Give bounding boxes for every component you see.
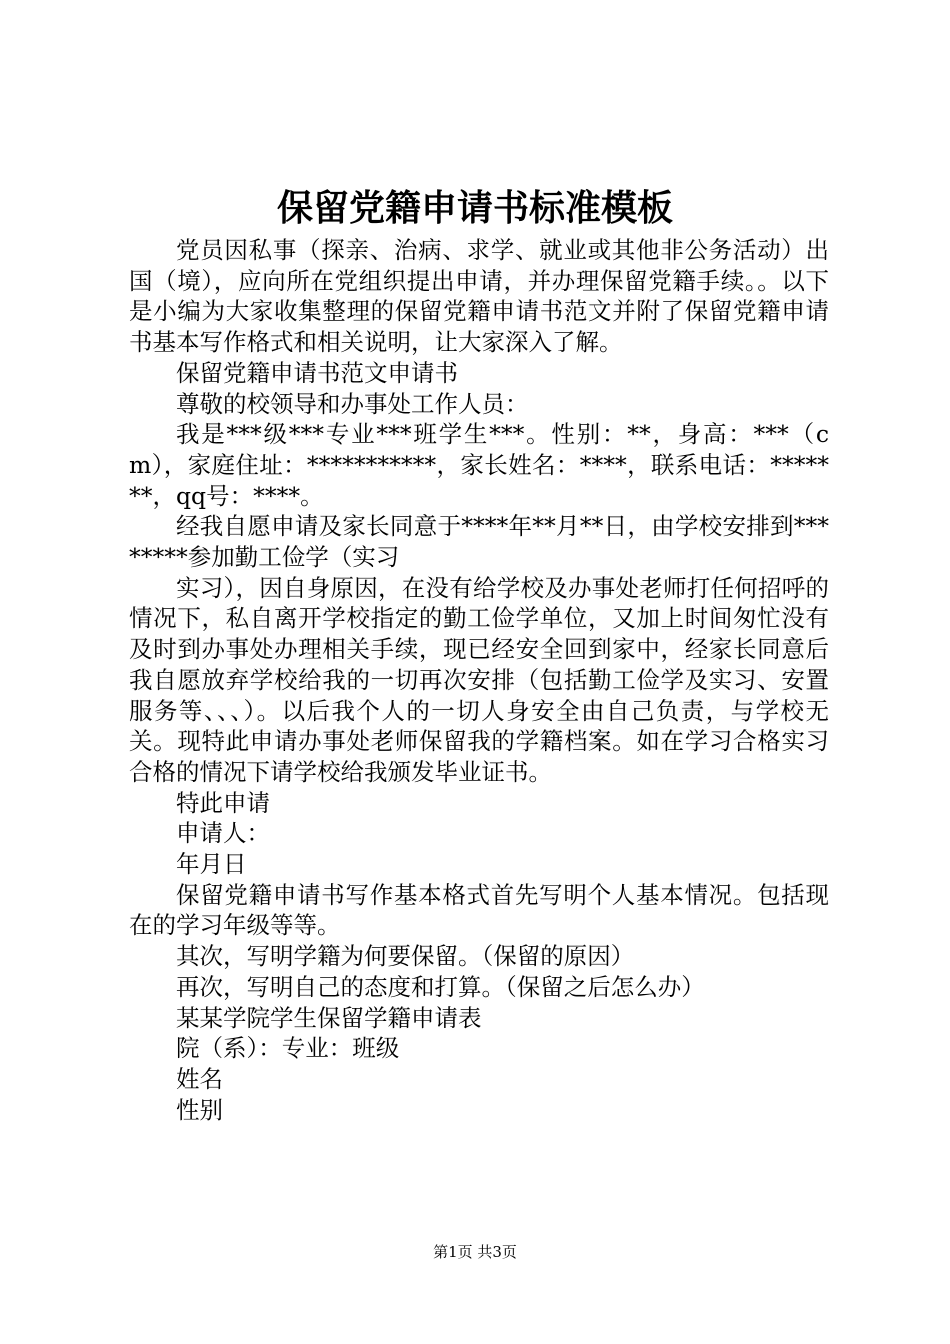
paragraph-closing: 特此申请	[176, 788, 270, 817]
paragraph-application: 经我自愿申请及家长同意于****年**月**日，由学校安排到********参加勤工俭学（实习	[129, 512, 829, 572]
document-title: 保留党籍申请书标准模板	[276, 187, 673, 229]
paragraph-form-title: 某某学院学生保留学籍申请表	[176, 1003, 482, 1032]
paragraph-sample-heading: 保留党籍申请书范文申请书	[176, 358, 458, 387]
paragraph-reason: 实习），因自身原因，在没有给学校及办事处老师打任何招呼的情况下，私自离开学校指定的勤工俭学单位，又加上时间匆忙没有及时到办事处办理相关手续，现已经安全回到家中，经家长同意后我自愿放弃学校给我的一切再次安排（包括勤工俭学及实习、安置服务等、、、）。以后我个人的一切人身安全由自己负责，与学校无关。现特此申请办事处老师保留我的学籍档案。如在学习合格实习合格的情况下请学校给我颁发毕业证书。	[129, 573, 829, 786]
paragraph-personal-info: 我是***级***专业***班学生***。性别：**，身高：***（cm），家庭住址：***********，家长姓名：****，联系电话：*******，qq号：****。	[129, 420, 829, 510]
paragraph-salutation: 尊敬的校领导和办事处工作人员：	[176, 389, 529, 418]
paragraph-intro: 党员因私事（探亲、治病、求学、就业或其他非公务活动）出国（境），应向所在党组织提出申请，并办理保留党籍手续。。以下是小编为大家收集整理的保留党籍申请书范文并附了保留党籍申请书基本写作格式和相关说明，让大家深入了解。	[129, 236, 829, 357]
paragraph-applicant: 申请人：	[176, 819, 270, 848]
paragraph-date: 年月日	[176, 850, 247, 879]
paragraph-form-name: 姓名	[176, 1064, 223, 1093]
page-number-footer: 第1页 共3页	[433, 1243, 517, 1261]
paragraph-format-third: 再次，写明自己的态度和打算。（保留之后怎么办）	[176, 972, 705, 1001]
document-body	[129, 235, 829, 1125]
paragraph-form-dept: 院（系）：专业：班级	[176, 1034, 400, 1063]
paragraph-format-basic: 保留党籍申请书写作基本格式首先写明个人基本情况。包括现在的学习年级等等。	[129, 880, 829, 940]
paragraph-format-second: 其次，写明学籍为何要保留。（保留的原因）	[176, 942, 635, 971]
paragraph-form-gender: 性别	[176, 1095, 223, 1124]
